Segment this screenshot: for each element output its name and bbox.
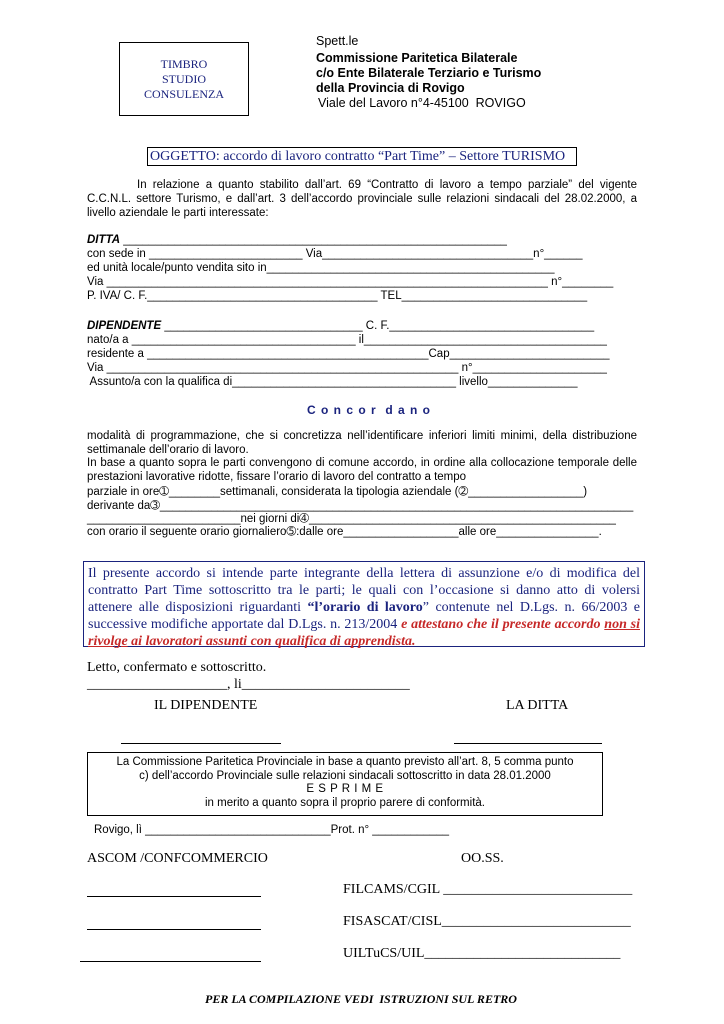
company-vat-field[interactable]: P. IVA/ C. F.____________________________________ TEL_____________________________ <box>87 290 588 302</box>
daily-hours-field[interactable]: con orario il seguente orario giornaliero➄:dalle ore__________________alle ore________________. <box>87 526 602 538</box>
recipient-line: della Provincia di Rovigo <box>316 81 465 95</box>
commission-text: in merito a quanto sopra il proprio parere di conformità. <box>205 796 485 809</box>
recipient-line: c/o Ente Bilaterale Terziario e Turismo <box>316 66 542 80</box>
employee-birth-field[interactable]: nato/a a ___________________________________ il______________________________________ <box>87 334 607 346</box>
union-signature-field[interactable]: FILCAMS/CGIL ___________________________ <box>343 882 633 897</box>
recipient-address: Viale del Lavoro n°4-45100 ROVIGO <box>318 96 526 110</box>
body-paragraph: modalità di programmazione, che si concretizza nell’identificare inferiori limiti minimi, della distribuzione settimanale dell’orario di lavoro. <box>87 430 637 456</box>
commission-esprime: E S P R I M E <box>306 783 384 795</box>
notice-red: e attestano che il presente accordo <box>401 617 605 632</box>
notice-box <box>83 561 645 647</box>
company-address-field[interactable]: con sede in ________________________ Via_________________________________n°______ <box>87 248 583 260</box>
stamp-line: STUDIO <box>162 72 206 86</box>
commission-text: c) dell’accordo Provinciale sulle relazioni sindacali sottoscritto in data 28.01.2000 <box>139 769 551 782</box>
agreement-heading: C o n c o r d a n o <box>307 403 432 417</box>
employee-signature-label: IL DIPENDENTE <box>154 698 258 713</box>
notice-bold: “l’orario di lavoro <box>307 600 423 615</box>
stamp-box <box>119 42 249 116</box>
intro-paragraph: In relazione a quanto stabilito dall’art. 69 “Contratto di lavoro a tempo parziale” del vigente C.C.N.L. settore Turismo, e dall’art. 3 dell’accordo provinciale sulle relazioni sindacali del 28.02.2000, a livello aziendale le parti interessate: <box>87 179 637 219</box>
employee-residence-field[interactable]: residente a ____________________________________________Cap_________________________ <box>87 348 610 360</box>
company-name-field[interactable]: ____________________________________________________________ <box>120 234 507 246</box>
commission-box <box>87 752 603 816</box>
employee-qualification-field[interactable]: Assunto/a con la qualifica di___________________________________ livello______________ <box>87 376 578 388</box>
stamp-line: CONSULENZA <box>144 87 224 101</box>
place-date-field[interactable]: ____________________, li________________________ <box>87 677 410 692</box>
notice-text: Il presente accordo si intende parte integrante della lettera di assunzione e/o di modifica del contratto Part Time sottoscritto tra le parti; le quali con l’occasione si danno atto di volersi attenere alle disposizioni riguardanti <box>88 566 640 615</box>
ascom-signature-line[interactable] <box>87 896 261 897</box>
hours-field[interactable]: parziale in ore➀________settimanali, considerata la tipologia aziendale (➁__________________) <box>87 486 588 498</box>
commission-text: La Commissione Paritetica Provinciale in base a quanto previsto all’art. 8, 5 comma punto <box>116 756 574 768</box>
unions-label: OO.SS. <box>461 851 504 866</box>
stamp-line: TIMBRO <box>160 57 208 71</box>
recipient-salutation: Spett.le <box>316 34 359 48</box>
union-signature-field[interactable]: FISASCAT/CISL___________________________ <box>343 914 631 929</box>
employee-signature-line[interactable] <box>121 743 281 744</box>
days-field[interactable]: ________________________nei giorni di➃________________________________________________ <box>87 513 616 525</box>
derivation-field[interactable]: derivante da➂__________________________________________________________________________ <box>87 500 634 512</box>
footer-note: PER LA COMPILAZIONE VEDI ISTRUZIONI SUL RETRO <box>205 992 517 1006</box>
recipient-line: Commissione Paritetica Bilaterale <box>316 51 518 65</box>
company-unit-field[interactable]: ed unità locale/punto vendita sito in_____________________________________________ <box>87 262 555 274</box>
company-label: DITTA <box>87 234 121 246</box>
employee-name-field[interactable]: _______________________________ C. F.________________________________ <box>161 320 595 332</box>
company-street-field[interactable]: Via _____________________________________________________________________ n°________ <box>87 276 614 288</box>
employee-label: DIPENDENTE <box>87 320 162 332</box>
body-paragraph: In base a quanto sopra le parti convengono di comune accordo, in ordine alla collocazione temporale delle prestazioni lavorative ridotte, fissare l’orario di lavoro del contratto a tempo <box>87 457 637 483</box>
union-signature-field[interactable]: UILTuCS/UIL____________________________ <box>343 946 621 961</box>
company-signature-line[interactable] <box>454 743 602 744</box>
ascom-signature-line[interactable] <box>87 929 261 930</box>
employee-street-field[interactable]: Via _______________________________________________________ n°_____________________ <box>87 362 607 374</box>
notice-red-underline: non si rivolge <box>88 617 640 649</box>
ascom-label: ASCOM /CONFCOMMERCIO <box>87 851 268 866</box>
company-signature-label: LA DITTA <box>506 698 569 713</box>
ascom-signature-line[interactable] <box>80 961 261 962</box>
notice-red: ai lavoratori assunti con qualifica di apprendista. <box>127 634 416 649</box>
employee-row[interactable] <box>87 320 594 332</box>
subject-line: OGGETTO: accordo di lavoro contratto “Part Time” – Settore TURISMO <box>147 147 577 166</box>
confirmation-text: Letto, confermato e sottoscritto. <box>87 660 267 675</box>
company-row[interactable] <box>87 234 507 246</box>
protocol-field[interactable]: Rovigo, lì _____________________________Prot. n° ____________ <box>94 824 450 836</box>
notice-text: ” contenute nel D.Lgs. n. 66/2003 e successive modifiche apportate dal D.Lgs. n. 213/2004 <box>88 600 641 632</box>
